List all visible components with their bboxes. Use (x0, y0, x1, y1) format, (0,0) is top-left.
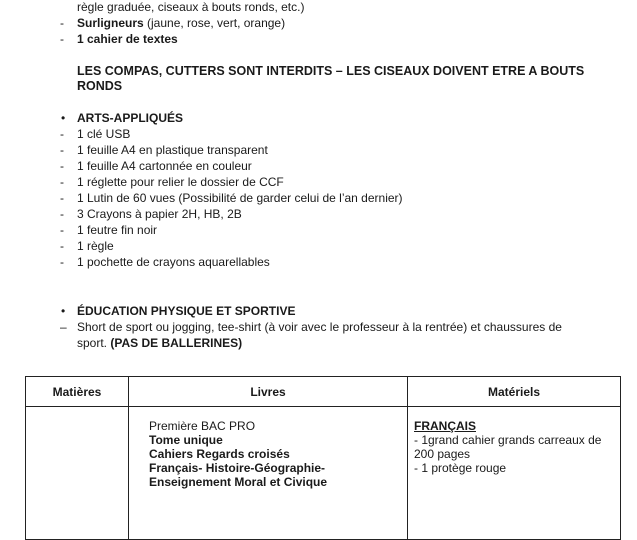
warning-line-1: LES COMPAS, CUTTERS SONT INTERDITS – LES CISEAUX DOIVENT ETRE A BOUTS (77, 64, 585, 78)
cell-materiels (408, 407, 621, 540)
arts-item: 1 clé USB (77, 127, 131, 141)
arts-heading: ARTS-APPLIQUÉS (77, 111, 184, 125)
livre-line: Enseignement Moral et Civique (149, 475, 328, 489)
arts-item: 1 feuille A4 cartonnée en couleur (77, 159, 252, 173)
item-text: (jaune, rose, vert, orange) (143, 16, 286, 30)
list-continuation: règle graduée, ciseaux à bouts ronds, etc.) (77, 0, 305, 14)
arts-item: 1 Lutin de 60 vues (Possibilité de garder celui de l’an dernier) (77, 191, 403, 205)
arts-item: 1 feuille A4 en plastique transparent (77, 143, 268, 157)
list-item-cahier: 1 cahier de textes (77, 32, 178, 46)
arts-item: 3 Crayons à papier 2H, HB, 2B (77, 207, 242, 221)
eps-line-2 (77, 335, 242, 351)
materiel-line: - 1grand cahier grands carreaux de (414, 433, 602, 447)
cell-livres (129, 407, 408, 540)
dash-bullet: - (60, 191, 64, 205)
header-matieres: Matières (26, 377, 129, 407)
cell-matiere (26, 407, 129, 540)
dash-bullet: - (60, 16, 64, 30)
supplies-table (25, 376, 621, 540)
table-header-row (26, 377, 621, 407)
dash-bullet: - (60, 207, 64, 221)
bullet-icon: • (61, 304, 66, 318)
dash-bullet: - (60, 175, 64, 189)
livre-line: Cahiers Regards croisés (149, 447, 290, 461)
arts-item: 1 feutre fin noir (77, 223, 158, 237)
arts-item: 1 pochette de crayons aquarellables (77, 255, 270, 269)
materiel-title: FRANÇAIS (414, 419, 476, 433)
dash-bullet: - (60, 159, 64, 173)
dash-bullet: - (60, 255, 64, 269)
dash-bullet: – (60, 320, 67, 334)
list-item-surligneurs (77, 15, 285, 31)
arts-item: 1 règle (77, 239, 114, 253)
header-livres: Livres (129, 377, 408, 407)
arts-item: 1 réglette pour relier le dossier de CCF (77, 175, 284, 189)
livre-line: Première BAC PRO (149, 419, 256, 433)
materiel-line: 200 pages (414, 447, 471, 461)
eps-text: sport. (77, 336, 111, 350)
header-materiels: Matériels (408, 377, 621, 407)
dash-bullet: - (60, 32, 64, 46)
item-bold: Surligneurs (77, 16, 144, 30)
livre-line: Français- Histoire-Géographie- (149, 461, 326, 475)
dash-bullet: - (60, 127, 64, 141)
eps-line-1: Short de sport ou jogging, tee-shirt (à voir avec le professeur à la rentrée) et chaussures de (77, 320, 562, 334)
materiel-line: - 1 protège rouge (414, 461, 507, 475)
livre-line: Tome unique (149, 433, 223, 447)
dash-bullet: - (60, 239, 64, 253)
table-row (26, 407, 621, 540)
eps-heading: ÉDUCATION PHYSIQUE ET SPORTIVE (77, 304, 296, 318)
dash-bullet: - (60, 143, 64, 157)
bullet-icon: • (61, 111, 66, 125)
dash-bullet: - (60, 223, 64, 237)
warning-line-2: RONDS (77, 79, 123, 93)
eps-bold: (PAS DE BALLERINES) (110, 336, 243, 350)
